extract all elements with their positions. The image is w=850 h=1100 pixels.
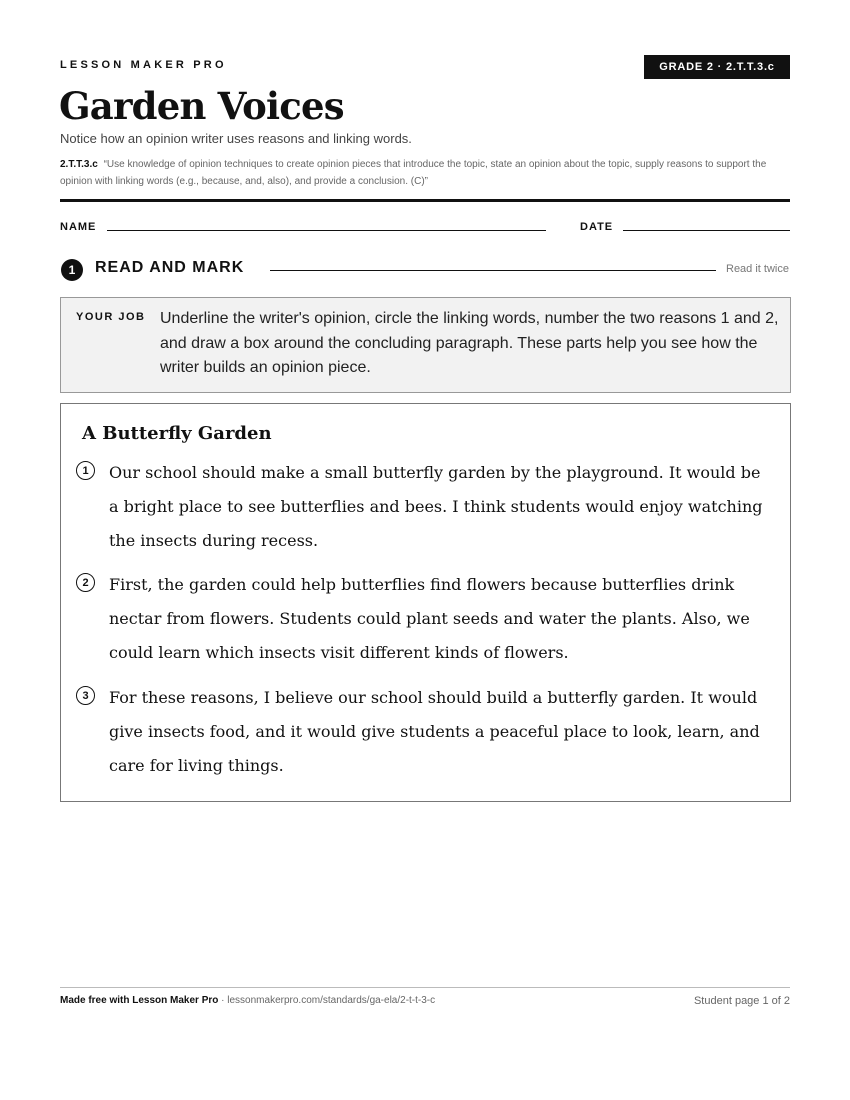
name-field[interactable] (107, 230, 546, 231)
date-label: DATE (580, 221, 614, 233)
standard-text: “Use knowledge of opinion techniques to create opinion pieces that introduce the topic, state an opinion about the topic, supply reasons to support the opinion with linking words (e.g., because, and, also), and provide a conclusion. (C)” (60, 159, 767, 187)
footer-credit (60, 995, 435, 1006)
paragraph-text: First, the garden could help butterflies find flowers because butterflies drink nectar from flowers. Students could plant seeds and water the plants. Also, we could learn which insects visit different kinds of flowers. (109, 575, 750, 662)
footer-page-number: Student page 1 of 2 (693, 995, 790, 1007)
passage-title: A Butterfly Garden (82, 423, 272, 444)
paragraph-text: For these reasons, I believe our school should build a butterfly garden. It would give insects food, and it would give students a peaceful place to look, learn, and care for living things. (109, 688, 760, 775)
paragraph-number-badge: 1 (76, 461, 95, 480)
paragraph-number-badge: 3 (76, 686, 95, 705)
instructions-label: YOUR JOB (76, 311, 146, 323)
footer-divider (60, 987, 790, 988)
page-title: Garden Voices (59, 84, 344, 128)
header-divider (60, 199, 790, 202)
standard-code: 2.T.T.3.c (60, 159, 98, 170)
standard-description (60, 156, 795, 190)
section-number-badge: 1 (61, 259, 83, 281)
name-label: NAME (60, 221, 97, 233)
passage-box (60, 403, 791, 802)
paragraph-number-badge: 2 (76, 573, 95, 592)
grade-badge: GRADE 2 · 2.T.T.3.c (644, 55, 790, 79)
page-subtitle: Notice how an opinion writer uses reasons and linking words. (60, 131, 412, 146)
footer-made-with: Made free with Lesson Maker Pro (60, 995, 219, 1006)
section-title: READ AND MARK (95, 259, 245, 276)
section-note: Read it twice (726, 263, 789, 275)
section-divider (270, 270, 716, 271)
instructions-box (60, 297, 791, 393)
footer-url: · lessonmakerpro.com/standards/ga-ela/2-t-t-3-c (218, 995, 436, 1006)
brand-name: LESSON MAKER PRO (60, 59, 227, 71)
paragraph-text: Our school should make a small butterfly garden by the playground. It would be a bright place to see butterflies and bees. I think students would enjoy watching the insects during recess. (109, 463, 763, 550)
instructions-text: Underline the writer's opinion, circle the linking words, number the two reasons 1 and 2, and draw a box around the concluding paragraph. These parts help you see how the writer builds an opinion piece. (160, 310, 779, 376)
date-field[interactable] (623, 230, 790, 231)
